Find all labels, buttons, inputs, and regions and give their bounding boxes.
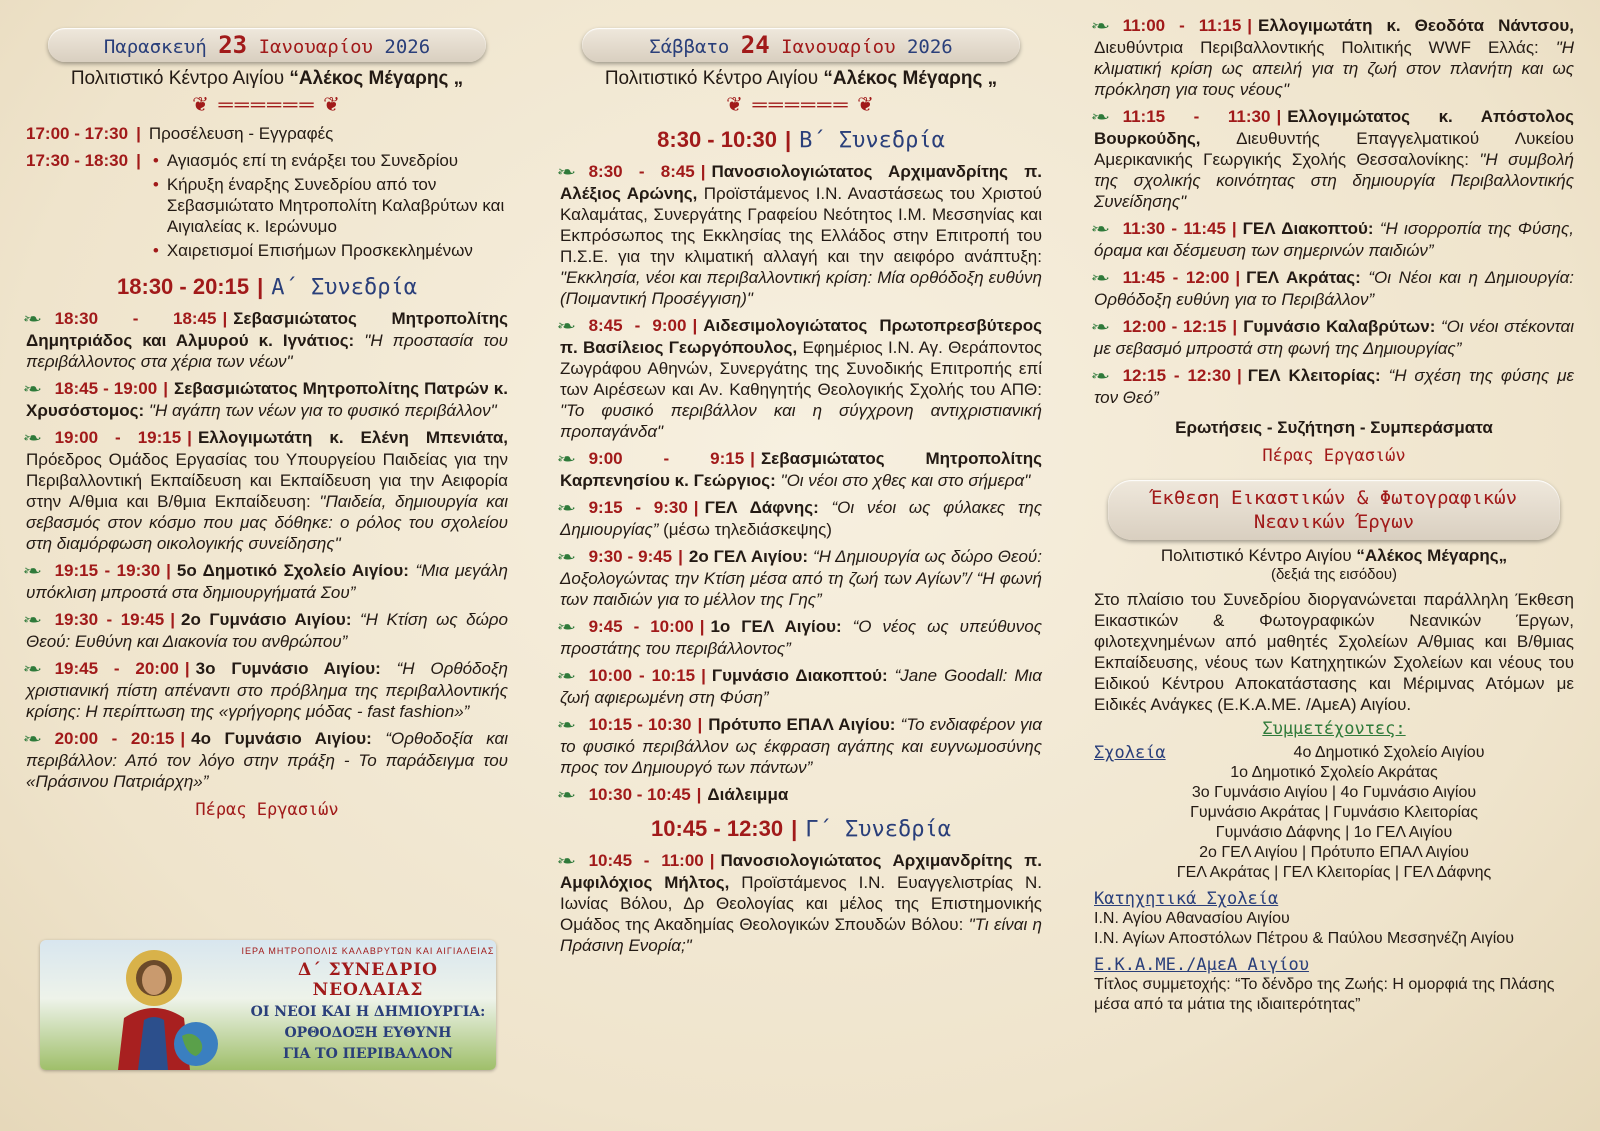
talk-entry [556, 497, 1042, 540]
session-c-talks-continued [1090, 15, 1574, 408]
day1-talks [22, 308, 509, 792]
session-name: Γ΄ Συνεδρία [805, 817, 951, 842]
separator: | [170, 610, 175, 629]
school-line: 1ο Δημοτικό Σχολείο Ακράτας [1230, 764, 1438, 781]
talk-title: "Η κλιματική κρίση ως απειλή για τη ζωή στον πλανήτη και ως πρόκληση για τους νέους" [1094, 38, 1574, 99]
leaf-icon: ❧ [22, 731, 43, 748]
talk-entry [556, 161, 1042, 309]
schools-list [1094, 763, 1574, 883]
opening-item: • Χαιρετισμοί Επισήμων Προσκεκλημένων [149, 240, 508, 261]
venue-name: “Αλέκος Μέγαρης „ [289, 68, 464, 89]
talk-affiliation: Προϊστάμενος Ι.Ν. Ευαγγελιστρίας Ν. Ιωνίας Βόλου, Δρ Θεολογίας και μέλος της Επιστημονικής Ομάδος της Ακαδημίας Θεολογικών Σπουδών Βόλου: [560, 873, 1042, 934]
separator: | [1247, 16, 1253, 35]
leaf-icon: ❧ [556, 318, 577, 335]
talk-entry [556, 784, 1042, 806]
talk-affiliation: Διευθυντής Επαγγελματικού Λυκείου Αμερικανικής Γεωργικής Σχολής Θεσσαλονίκης: [1094, 129, 1574, 169]
opening-item: • Κήρυξη έναρξης Συνεδρίου από τον Σεβασμιώτατο Μητροπολίτη Καλαβρύτων και Αιγιαλείας κ. Ιερώνυμο [149, 174, 508, 237]
session-time: 10:45 - 12:30 [651, 816, 784, 841]
separator: | [180, 729, 186, 748]
separator: | [136, 151, 141, 170]
talk-affiliation: Προϊστάμενος Ι.Ν. Αναστάσεως του Χριστού Καλαμάτας, Συνεργάτης Γραφείου Νεότητος Ι.Μ. Μεσσηνίας και Εκπρόσωπος της Εκκλησίας της Ελλάδος στην Επιτροπή του Π.Σ.Ε. για την κλιματική αλλαγή και την αειφόρο ανάπτυξη: [560, 184, 1042, 266]
talk-time: 19:00 - 19:15 [54, 428, 182, 447]
talk-entry [1090, 316, 1574, 359]
school-line: 2ο ΓΕΛ Αιγίου | Πρότυπο ΕΠΑΛ Αιγίου [1199, 844, 1469, 861]
school-line: 3ο Γυμνάσιο Αιγίου | 4ο Γυμνάσιο Αιγίου [1191, 784, 1477, 801]
talk-time: 11:30 - 11:45 [1122, 219, 1226, 238]
session-time: 8:30 - 10:30 [657, 127, 777, 152]
talk-speaker: Πανοσιολογιώτατος Αρχιμανδρίτης π. Αλέξιος Αρώνης, [560, 162, 1042, 203]
talk-title: "Το φυσικό περιβάλλον και η σύγχρονη αντιχριστιανική προπαγάνδα" [560, 401, 1042, 441]
talk-speaker: 1ο ΓΕΛ Αιγίου: [710, 617, 842, 636]
venue-prefix: Πολιτιστικό Κέντρο Αιγίου [70, 68, 285, 89]
day2-month: Ιανουαρίου [781, 36, 896, 58]
exhibit-title-line2: Νεανικών Έργων [1253, 511, 1415, 533]
talk-time: 10:15 - 10:30 [588, 715, 692, 734]
talk-speaker: ΓΕΛ Κλειτορίας: [1247, 366, 1381, 385]
leaf-icon: ❧ [22, 430, 43, 447]
talk-time: 20:00 - 20:15 [54, 729, 175, 748]
exhibit-venue [1094, 546, 1574, 566]
talk-entry [1090, 365, 1574, 408]
catechism-item: Ι.Ν. Αγίου Αθανασίου Αιγίου [1094, 910, 1290, 927]
talk-time: 10:45 - 11:00 [588, 851, 704, 870]
ornament-divider: ❦ ══════ ❦ [726, 94, 876, 116]
talk-title: “Οι Νέοι και η Δημιουργία: Ορθόδοξη ευθύνη για το Περιβάλλον” [1094, 268, 1574, 309]
separator: | [222, 309, 228, 328]
talk-title: “Ορθοδοξία και περιβάλλον: Από τον λόγο στην πράξη - Το παράδειγμα του «Πράσινου Πατριάρχη»” [26, 729, 508, 791]
separator: | [136, 124, 141, 143]
separator: | [699, 617, 705, 636]
talk-time: 8:30 - 8:45 [588, 162, 695, 181]
separator: | [700, 162, 706, 181]
session-c-talks [556, 850, 1042, 956]
session-b-talks [556, 161, 1042, 806]
talk-speaker: ΓΕΛ Δάφνης: [704, 498, 819, 517]
leaf-icon: ❧ [556, 500, 577, 517]
talk-time: 12:00 - 12:15 [1122, 317, 1227, 336]
talk-entry [556, 714, 1042, 778]
talk-title: “Jane Goodall: Μια ζωή αφιερωμένη στη Φύση” [560, 666, 1042, 707]
talk-speaker: 4ο Γυμνάσιο Αιγίου: [191, 729, 372, 748]
session-time: 18:30 - 20:15 [117, 274, 250, 299]
talk-time: 9:15 - 9:30 [588, 498, 688, 517]
catechism-label: Κατηχητικά Σχολεία [1094, 889, 1279, 909]
venue-name: “Αλέκος Μέγαρης „ [823, 68, 998, 89]
talk-title: “Μια μεγάλη υπόκλιση μπροστά στα δημιουργήματά Σου” [26, 561, 508, 602]
leaf-icon: ❧ [22, 311, 43, 328]
talk-entry [556, 546, 1042, 610]
leaf-icon: ❧ [1090, 368, 1111, 385]
talk-title: “Το ενδιαφέρον για το φυσικό περιβάλλον ως έκφραση αγάπης και ευγνωμοσύνης προς τον Δημιουργό των πάντων” [560, 715, 1042, 777]
christ-icon [98, 948, 228, 1070]
talk-time: 11:15 - 11:30 [1122, 107, 1271, 126]
congress-banner [40, 940, 496, 1070]
separator: | [1236, 366, 1242, 385]
talk-title: "Εκκλησία, νέοι και περιβαλλοντική κρίση: Μία ορθόδοξη ευθύνη (Ποιμαντική Προσέγγιση)" [560, 268, 1042, 308]
separator: | [678, 547, 683, 566]
day2-venue [560, 68, 1042, 90]
talk-speaker: Ελλογιμωτάτη κ. Θεοδότα Νάντσου, [1258, 16, 1574, 35]
exhibit-header [1108, 480, 1560, 540]
talk-entry [556, 616, 1042, 659]
schedule-row [26, 123, 508, 144]
day1-header [48, 28, 486, 62]
schedule-text: Προσέλευση - Εγγραφές [148, 124, 334, 143]
leaf-icon: ❧ [556, 451, 577, 468]
day1-weekday: Παρασκευή [103, 36, 207, 58]
schools-label: Σχολεία [1094, 743, 1166, 763]
talk-time: 11:45 - 12:00 [1122, 268, 1230, 287]
separator: | [692, 316, 698, 335]
talk-time: 19:30 - 19:45 [54, 610, 165, 629]
talk-title: “Η Δημιουργία ως δώρο Θεού: Δοξολογώντας την Κτίση μέσα από τη ζωή των Αγίων”/ “Η φωνή των παιδιών για το μέλλον της Γης” [560, 547, 1042, 609]
leaf-icon: ❧ [22, 612, 43, 629]
separator: | [696, 785, 702, 804]
school-line: 4ο Δημοτικό Σχολείο Αιγίου [1293, 744, 1485, 761]
schedule-time: 17:00 - 17:30 [26, 124, 129, 143]
school-line: Γυμνάσιο Δάφνης | 1ο ΓΕΛ Αιγίου [1215, 824, 1453, 841]
talk-title: “Η ισορροπία της Φύσης, όραμα και δέσμευση των σημερινών παιδιών” [1094, 219, 1574, 260]
session-name: Β΄ Συνεδρία [799, 128, 945, 153]
day1-venue [26, 68, 508, 90]
talk-speaker: Πρότυπο ΕΠΑΛ Αιγίου: [708, 715, 896, 734]
talk-affiliation: Πρόεδρος Ομάδος Εργασίας του Υπουργείου Παιδείας για την Περιβαλλοντική Εκπαίδευση και Εκπαίδευση για την Αειφορία στην Α/θμια και Β/θμια Εκπαίδευση: [26, 450, 508, 511]
talk-entry [22, 728, 508, 792]
opening-row [26, 150, 508, 264]
talk-title: “Η Κτίση ως δώρο Θεού: Ευθύνη και Διακονία του ανθρώπου” [26, 610, 508, 651]
talk-speaker: 2ο Γυμνάσιο Αιγίου: [180, 610, 352, 629]
catechism-item: Ι.Ν. Αγίων Αποστόλων Πέτρου & Παύλου Μεσσηνέζη Αιγίου [1094, 930, 1514, 947]
talk-speaker: 3ο Γυμνάσιο Αιγίου: [195, 659, 381, 678]
separator: | [187, 428, 192, 447]
talk-entry [22, 378, 508, 421]
day1-date: 23 [218, 31, 248, 59]
day1-month: Ιανουαρίου [258, 36, 373, 58]
talk-time: 18:45 - 19:00 [54, 379, 158, 398]
banner-line: ΓΙΑ ΤΟ ΠΕΡΙΒΑΛΛΟΝ [282, 1046, 454, 1062]
talk-speaker: Σεβασμιώτατος Μητροπολίτης Καρπενησίου κ. Γεώργιος: [560, 449, 1042, 490]
day2-date: 24 [740, 31, 770, 59]
talk-title: “Η Ορθόδοξη χριστιανική πίστη απέναντι στο πρόβλημα της περιβαλλοντικής κρίσης: Η περίπτωση της «γρήγορης μόδας - fast fashion»” [26, 659, 508, 721]
leaf-icon: ❧ [1090, 221, 1111, 238]
talk-speaker: ΓΕΛ Ακράτας: [1246, 268, 1361, 287]
talk-speaker: Διάλειμμα [707, 785, 789, 804]
column-continuation [1090, 16, 1574, 1015]
venue-prefix: Πολιτιστικό Κέντρο Αιγίου [604, 68, 819, 89]
talk-speaker: ΓΕΛ Διακοπτού: [1242, 219, 1374, 238]
banner-line: ΟΙ ΝΕΟΙ ΚΑΙ Η ΔΗΜΙΟΥΡΓΙΑ: [250, 1004, 486, 1020]
leaf-icon: ❧ [1090, 109, 1111, 126]
leaf-icon: ❧ [556, 853, 577, 870]
talk-affiliation: Εφημέριος Ι.Ν. Αγ. Θεράποντος Ζωγράφου Αθηνών, Συνεργάτης της Συνοδικής Επιτροπής επί των Αιρέσεων και Αν. Καθηγητής Θεολογικής Σχολής του ΑΠΘ: [560, 338, 1042, 399]
leaf-icon: ❧ [556, 164, 577, 181]
schools-section [1094, 743, 1574, 763]
day1-end-label: Πέρας Εργασιών [195, 800, 339, 820]
questions-label: Ερωτήσεις - Συζήτηση - Συμπεράσματα [1175, 418, 1493, 437]
talk-entry [556, 448, 1042, 491]
separator: | [184, 659, 190, 678]
talk-time: 9:30 - 9:45 [588, 547, 673, 566]
column-friday [22, 18, 509, 828]
leaf-icon: ❧ [556, 668, 577, 685]
session-a-heading: 18:30 - 20:15 | Α΄ Συνεδρία [117, 274, 417, 300]
column-saturday [556, 18, 1042, 962]
talk-title: "Η αγάπη των νέων για το φυσικό περιβάλλον" [148, 401, 497, 420]
leaf-icon: ❧ [556, 717, 577, 734]
separator: | [701, 666, 706, 685]
talk-speaker: Ελλογιμωτάτη κ. Ελένη Μπενιάτα, [197, 428, 508, 447]
talk-title: "Οι νέοι στο χθες και στο σήμερα" [780, 471, 1031, 490]
separator: | [697, 715, 703, 734]
talk-time: 9:00 - 9:15 [588, 449, 745, 468]
day2-end-label: Πέρας Εργασιών [1262, 446, 1406, 466]
session-name: Α΄ Συνεδρία [271, 275, 417, 300]
separator: | [750, 449, 755, 468]
leaf-icon: ❧ [22, 661, 43, 678]
leaf-icon: ❧ [22, 563, 43, 580]
talk-entry [556, 315, 1042, 442]
talk-speaker: 2ο ΓΕΛ Αιγίου: [688, 547, 808, 566]
talk-time: 10:00 - 10:15 [588, 666, 696, 685]
talk-speaker: Σεβασμιώτατος Μητροπολίτης Πατρών κ. Χρυσόστομος: [26, 379, 508, 420]
talk-title: “Οι νέοι στέκονται με σεβασμό μπροστά στη φωνή της Δημιουργίας” [1094, 317, 1574, 358]
separator: | [1231, 219, 1237, 238]
talk-time: 19:45 - 20:00 [54, 659, 179, 678]
talk-time: 8:45 - 9:00 [588, 316, 687, 335]
exhibit-note: (δεξιά της εισόδου) [1270, 566, 1398, 583]
leaf-icon: ❧ [1090, 18, 1111, 35]
talk-title: “Ο νέος ως υπεύθυνος προστάτης του περιβάλλοντος” [560, 617, 1042, 658]
schools-first-line [1204, 743, 1574, 763]
talk-speaker: Γυμνάσιο Διακοπτού: [711, 666, 888, 685]
talk-title: “Οι νέοι ως φύλακες της Δημιουργίας” [560, 498, 1042, 539]
talk-title: "Η προστασία του περιβάλλοντος στα χέρια των νέων" [26, 331, 509, 371]
talk-title: "Παιδεία, δημιουργία και σεβασμός στον κόσμο που μας δόθηκε: ο ρόλος του σχολείου στη διαμόρφωση οικολογικής συνείδησης" [26, 492, 508, 553]
talk-speaker: Γυμνάσιο Καλαβρύτων: [1243, 317, 1436, 336]
leaf-icon: ❧ [1090, 270, 1111, 287]
talk-time: 10:30 - 10:45 [588, 785, 691, 804]
talk-entry [556, 665, 1042, 708]
talk-speaker: Πανοσιολογιώτατος Αρχιμανδρίτης π. Αμφιλόχιος Μήλτος, [560, 851, 1042, 892]
exhibit-title-line1: Έκθεση Εικαστικών & Φωτογραφικών [1150, 487, 1518, 509]
separator: | [709, 851, 715, 870]
session-c-heading: 10:45 - 12:30 | Γ΄ Συνεδρία [651, 816, 951, 842]
talk-speaker: Αιδεσιμολογιώτατος Πρωτοπρεσβύτερος π. Βασίλειος Γεωργόπουλος, [560, 316, 1042, 357]
school-line: Γυμνάσιο Ακράτας | Γυμνάσιο Κλειτορίας [1190, 804, 1478, 821]
talk-title: "Τι είναι η Πράσινη Ενορία;" [560, 915, 1042, 955]
exhibit-description: Στο πλαίσιο του Συνεδρίου διοργανώνεται παράλληλη Έκθεση Εικαστικών & Φωτογραφικών Νεανικών Έργων, φιλοτεχνημένων από μαθητές Σχολείων Α/θμιας και Β/θμιας Εκπαίδευσης, νέους των Κατηχητικών Σχολείων και νέους του Ειδικού Κέντρου Αποκατάστασης και Μέριμνας Ατόμων με Ειδικές Ανάγκες (Ε.Κ.Α.ΜΕ. /ΑμεΑ) Αιγίου. [1094, 590, 1574, 714]
separator: | [1232, 317, 1238, 336]
talk-entry [22, 427, 508, 554]
day2-year: 2026 [906, 36, 953, 58]
ornament-divider: ❦ ══════ ❦ [192, 94, 342, 116]
talk-entry [22, 609, 508, 652]
separator: | [163, 379, 168, 398]
talk-speaker: 5ο Δημοτικό Σχολείο Αιγίου: [176, 561, 409, 580]
ekame-label: Ε.Κ.Α.ΜΕ./ΑμεΑ Αιγίου [1094, 955, 1309, 975]
leaf-icon: ❧ [556, 549, 577, 566]
participants-heading: Συμμετέχοντες: [1262, 719, 1406, 739]
talk-time: 18:30 - 18:45 [54, 309, 217, 328]
talk-entry [22, 308, 509, 372]
talk-title: "Η συμβολή της σχολικής κοινότητας στη δημιουργία Περιβαλλοντικής Συνείδησης" [1094, 150, 1574, 211]
opening-time: 17:30 - 18:30 [26, 151, 129, 170]
separator: | [166, 561, 171, 580]
talk-entry [1090, 15, 1574, 100]
opening-item: • Αγιασμός επί τη ενάρξει του Συνεδρίου [149, 150, 508, 171]
opening-list [149, 150, 508, 264]
talk-time: 9:45 - 10:00 [588, 617, 694, 636]
school-line: ΓΕΛ Ακράτας | ΓΕΛ Κλειτορίας | ΓΕΛ Δάφνης [1176, 864, 1492, 881]
talk-affiliation: Διευθύντρια Περιβαλλοντικής Πολιτικής WWF Ελλάς: [1094, 38, 1539, 57]
talk-entry [22, 658, 508, 722]
day2-weekday: Σάββατο [649, 36, 730, 58]
separator: | [693, 498, 699, 517]
talk-entry [22, 560, 508, 603]
talk-entry [1090, 218, 1574, 261]
banner-line: ΟΡΘΟΔΟΞΗ ΕΥΘΥΝΗ [284, 1025, 452, 1041]
leaf-icon: ❧ [556, 619, 577, 636]
separator: | [1276, 107, 1282, 126]
ekame-entry: Τίτλος συμμετοχής: “Το δένδρο της Ζωής: Η ομορφιά της Πλάσης μέσα από τα μάτια της ιδιαιτερότητας” [1094, 976, 1555, 1013]
talk-entry [1090, 106, 1574, 212]
talk-entry [556, 850, 1042, 956]
talk-note: (μέσω τηλεδιάσκεψης) [663, 520, 832, 539]
venue-name: “Αλέκος Μέγαρης„ [1356, 546, 1508, 565]
talk-entry [1090, 267, 1574, 310]
talk-time: 12:15 - 12:30 [1122, 366, 1231, 385]
leaf-icon: ❧ [1090, 319, 1111, 336]
banner-text [240, 946, 496, 1063]
venue-prefix: Πολιτιστικό Κέντρο Αιγίου [1160, 546, 1352, 565]
banner-org: ΙΕΡΑ ΜΗΤΡΟΠΟΛΙΣ ΚΑΛΑΒΡΥΤΩΝ ΚΑΙ ΑΙΓΙΑΛΕΙΑΣ [241, 946, 495, 956]
leaf-icon: ❧ [22, 381, 43, 398]
day1-year: 2026 [384, 36, 431, 58]
talk-speaker: Σεβασμιώτατος Μητροπολίτης Δημητριάδος και Αλμυρού κ. Ιγνάτιος: [26, 309, 508, 350]
talk-time: 19:15 - 19:30 [54, 561, 161, 580]
day2-header [582, 28, 1020, 62]
talk-time: 11:00 - 11:15 [1122, 16, 1242, 35]
talk-speaker: Ελλογιμώτατος κ. Απόστολος Βουρκούδης, [1094, 107, 1574, 148]
separator: | [1235, 268, 1241, 287]
session-b-heading: 8:30 - 10:30 | Β΄ Συνεδρία [657, 127, 945, 153]
leaf-icon: ❧ [556, 787, 577, 804]
banner-title: Δ΄ ΣΥΝΕΔΡΙΟ ΝΕΟΛΑΙΑΣ [298, 960, 438, 1000]
talk-title: “Η σχέση της φύσης με τον Θεό” [1094, 366, 1574, 407]
